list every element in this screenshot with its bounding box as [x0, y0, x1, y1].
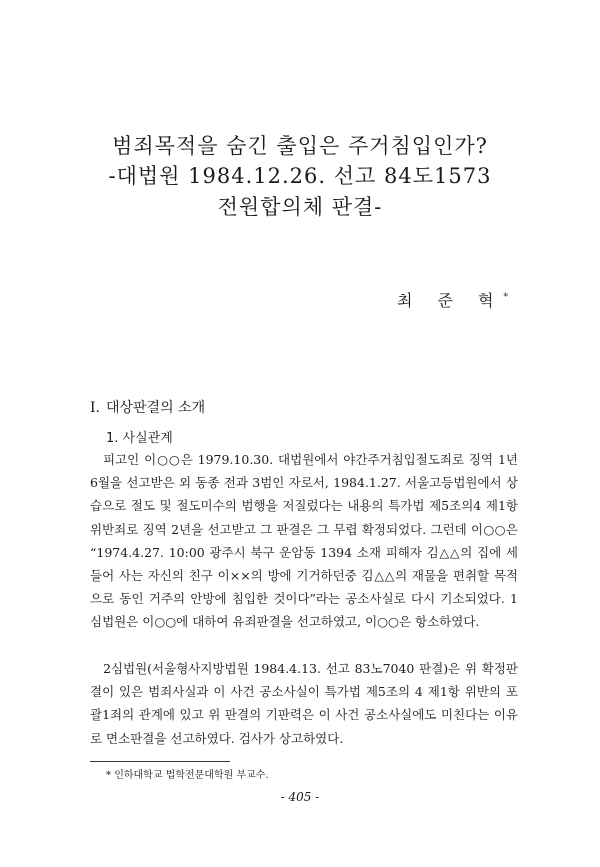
- section-title: 대상판결의 소개: [105, 400, 206, 416]
- author: [397, 288, 508, 311]
- footnote: [106, 766, 269, 781]
- author-footnote-mark: *: [503, 292, 508, 303]
- title-line-2: -대법원 1984.12.26. 선고 84도1573: [108, 164, 492, 188]
- footnote-divider: [90, 761, 230, 762]
- footnote-text: 인하대학교 법학전문대학원 부교수.: [114, 770, 269, 781]
- title-line-1: 범죄목적을 숨긴 출입은 주거침입인가?: [112, 134, 488, 158]
- author-name: 최 준 혁: [396, 291, 504, 310]
- page-number: - 405 -: [280, 790, 320, 804]
- footnote-mark: *: [106, 770, 111, 781]
- subsection-heading: 1. 사실관계: [106, 431, 173, 446]
- paragraph-facts-2: [90, 657, 518, 750]
- paragraph-text: 피고인 이○○은 1979.10.30. 대법원에서 야간주거침입절도죄로 징역 1년 6월을 선고받은 외 동종 전과 3범인 자로서, 1984.1.27. 서울고등법원에서 상습으로 절도 및 절도미수의 범행을 저질렀다는 내용의 특가법 제5조의4 제1항 위반죄로 징역 2년을 선고받고 그 판결은 그 무렵 확정되었다. 그런데 이○○은 “1974.4.27. 10:00 광주시 북구 운암동 1394 소재 피해자 김△△의 집에 세들어 사는 자신의 친구 이××의 방에 기거하던중 김△△의 재물을 편취할 목적으로 동인 거주의 안방에 침입한 것이다”라는 공소사실로 다시 기소되었다. 1심법원은 이○○에 대하여 유죄판결을 선고하였고, 이○○은 항소하였다.: [90, 452, 518, 630]
- title-line-3: 전원합의체 판결-: [217, 195, 383, 219]
- paragraph-facts-1: [90, 448, 518, 634]
- section-heading: [90, 397, 205, 417]
- paragraph-text: 2심법원(서울형사지방법원 1984.4.13. 선고 83노7040 판결)은 위 확정판결이 있은 범죄사실과 이 사건 공소사실이 특가법 제5조의 4 제1항 위반의 포괄1죄의 관계에 있고 위 판결의 기판력은 이 사건 공소사실에도 미친다는 이유로 면소판결을 선고하였다. 검사가 상고하였다.: [90, 661, 518, 746]
- section-number: Ⅰ.: [90, 400, 100, 416]
